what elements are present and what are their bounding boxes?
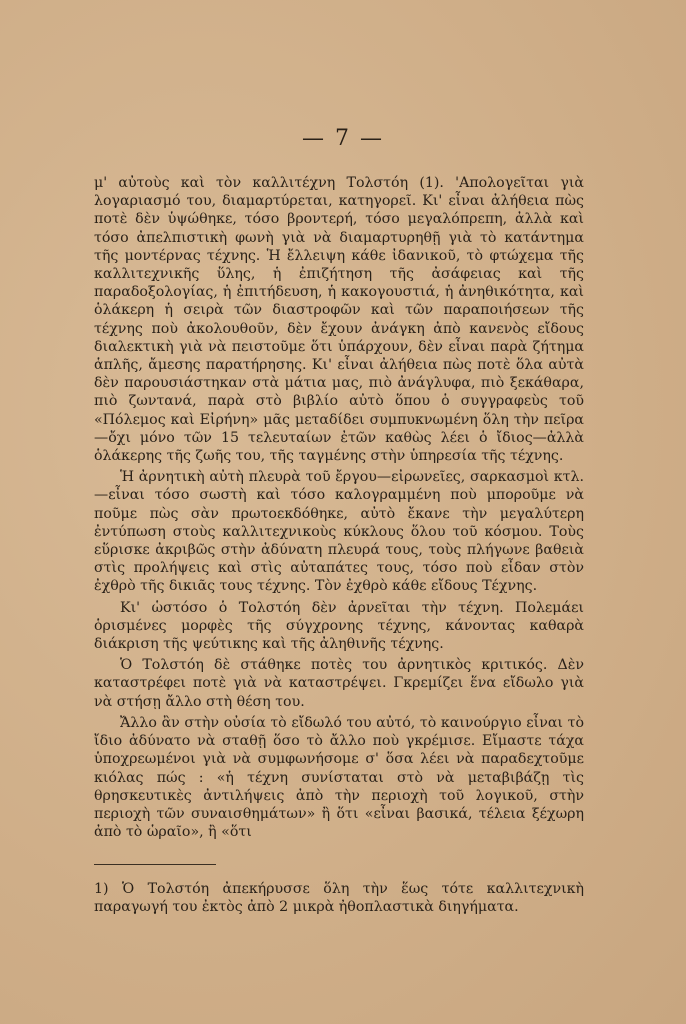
main-text <box>94 174 584 841</box>
paragraph: Ἄλλο ἂν στὴν οὐσία τὸ εἴδωλό του αὐτό, τὸ καινούργιο εἶναι τὸ ἴδιο ἀδύνατο νὰ σταθῇ ὅσο τὸ ἄλλο ποὺ γκρέμισε. Εἴμαστε τάχα ὑποχρεωμένοι γιὰ νὰ συμφωνήσομε σ' ὅσα λέει νὰ παραδεχτοῦμε κιόλας πώς : «ἡ τέχνη συνίσταται στὸ νὰ μεταβιβάζῃ τὶς θρησκευτικὲς ἀντιλήψεις ἀπὸ τὴν περιοχὴ τοῦ λογικοῦ, στὴν περιοχὴ τῶν συναισθημάτων» ἢ ὅτι «εἶναι βασικά, τέλεια ξέχωρη ἀπὸ τὸ ὡραῖο», ἢ «ὅτι <box>94 714 584 841</box>
paragraph: Κι' ὡστόσο ὁ Τολστόη δὲν ἀρνεῖται τὴν τέχνη. Πολεμάει ὁρισμένες μορφὲς τῆς σύγχρονης τέχνης, κάνοντας καθαρὰ διάκριση τῆς ψεύτικης καὶ τῆς ἀληθινῆς τέχνης. <box>94 599 584 653</box>
paragraph: Ἡ ἀρνητικὴ αὐτὴ πλευρὰ τοῦ ἔργου—εἰρωνεῖες, σαρκασμοὶ κτλ.—εἶναι τόσο σωστὴ καὶ τόσο καλογραμμένη ποὺ μποροῦμε νὰ ποῦμε πὼς σὰν πρωτοεκδόθηκε, αὐτὸ ἔκανε τὴν μεγαλύτερη ἐντύπωση στοὺς καλλιτεχνικοὺς κύκλους ὅλου τοῦ κόσμου. Τοὺς εὕρισκε ἀκριβῶς στὴν ἀδύνατη πλευρά τους, τοὺς πλήγωνε βαθειὰ στὶς προλήψεις καὶ στὶς αὐταπάτες τους, τόσο ποὺ εἶδαν στὸν ἐχθρὸ τῆς δικιᾶς τους τέχνης. Τὸν ἐχθρὸ κάθε εἴδους Τέχνης. <box>94 469 584 595</box>
footnote: 1) Ὁ Τολστόη ἀπεκήρυσσε ὅλη τὴν ἕως τότε καλλιτεχνικὴ παραγωγή του ἐκτὸς ἀπὸ 2 μικρὰ ἠθοπλαστικὰ διηγήματα. <box>94 881 584 916</box>
page-number: — 7 — <box>302 126 384 151</box>
paragraph: Ὁ Τολστόη δὲ στάθηκε ποτὲς του ἀρνητικὸς κριτικός. Δὲν καταστρέφει ποτὲ γιὰ νὰ καταστρέψει. Γκρεμίζει ἕνα εἴδωλο γιὰ νὰ στήσῃ ἄλλο στὴ θέση του. <box>94 657 584 710</box>
footnote-divider <box>94 864 216 865</box>
paragraph: μ' αὐτοὺς καὶ τὸν καλλιτέχνη Τολστόη (1). 'Απολογεῖται γιὰ λογαριασμό του, διαμαρτύρεται, κατηγορεῖ. Κι' εἶναι ἀλήθεια πὼς ποτὲ δὲν ὑψώθηκε, τόσο βροντερή, τόσο μεγαλόπρεπη, ἀλλὰ καὶ τόσο ἀπελπιστικὴ φωνὴ γιὰ νὰ διαμαρτυρηθῇ γιὰ τὸ κατάντημα τῆς μοντέρνας τέχνης. Ἡ ἔλλειψη κάθε ἰδανικοῦ, τὸ φτώχεμα τῆς καλλιτεχνικῆς ὕλης, ἡ ἐπιζήτηση τῆς ἀσάφειας καὶ τῆς παραδοξολογίας, ἡ ἐπιτήδευση, ἡ κακογουστιά, ἡ ἀνηθικότητα, καὶ ὁλάκερη ἡ σειρὰ τῶν διαστροφῶν καὶ τῶν παραποιήσεων τῆς τέχνης ποὺ ἀκολουθοῦν, δὲν ἔχουν ἀνάγκη ἀπὸ κανενὸς εἴδους διαλεκτικὴ γιὰ νὰ πειστοῦμε ὅτι ὑπάρχουν, δὲν εἶναι παρὰ ζήτημα ἁπλῆς, ἄμεσης παρατήρησης. Κι' εἶναι ἀλήθεια πὼς ποτὲ ὅλα αὐτὰ δὲν παρουσιάστηκαν στὰ μάτια μας, πιὸ ἀνάγλυφα, πιὸ ξεκάθαρα, πιὸ ζωντανά, παρὰ στὸ βιβλίο αὐτὸ ὅπου ὁ συγγραφεὺς τοῦ «Πόλεμος καὶ Εἰρήνη» μᾶς μεταδίδει συμπυκνωμένη ὅλη τὴν πεῖρα—ὄχι μόνο τῶν 15 τελευταίων ἐτῶν καθὼς λέει ὁ ἴδιος—ἀλλὰ ὁλάκερης τῆς ζωῆς του, τῆς ταγμένης στὴν ὑπηρεσία τῆς τέχνης. <box>94 175 584 465</box>
